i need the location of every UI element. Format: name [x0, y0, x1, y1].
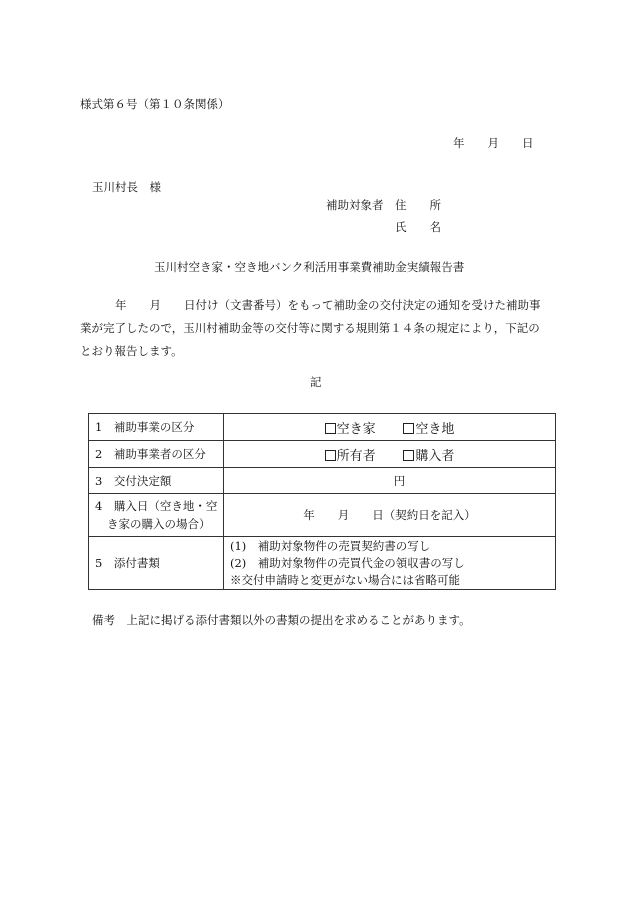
remark: 備考 上記に掲げる添付書類以外の書類の提出を求めることがあります。 — [92, 613, 471, 627]
checkbox-icon[interactable] — [325, 423, 336, 434]
option-akichi[interactable]: 空き地 — [403, 418, 454, 437]
applicant-type-options — [224, 441, 556, 468]
option-purchaser[interactable]: 購入者 — [403, 445, 454, 464]
applicant-label: 補助対象者 — [326, 198, 384, 212]
row-label: 3 交付決定額 — [89, 468, 224, 494]
attachments-list — [224, 537, 556, 590]
body-line: とおり報告します。 — [80, 344, 183, 358]
row-label: 4 購入日（空き地・空 き家の購入の場合） — [89, 494, 224, 537]
report-table — [88, 413, 556, 590]
checkbox-icon[interactable] — [403, 450, 414, 461]
list-item: (2) 補助対象物件の売買代金の領収書の写し — [230, 555, 465, 570]
body-paragraph — [80, 294, 550, 363]
table-row — [89, 441, 556, 468]
checkbox-icon[interactable] — [325, 450, 336, 461]
form-number: 様式第６号（第１０条関係） — [80, 97, 230, 111]
yen-unit: 円 — [393, 473, 406, 488]
table-row — [89, 537, 556, 590]
date-line: 年 月 日 — [453, 136, 534, 150]
list-item: (1) 補助対象物件の売買契約書の写し — [230, 538, 431, 553]
option-akiya[interactable]: 空き家 — [325, 418, 376, 437]
body-line: 業が完了したので，玉川村補助金等の交付等に関する規則第１４条の規定により，下記の — [80, 321, 540, 335]
table-row — [89, 414, 556, 441]
purchase-date-cell[interactable]: 年 月 日（契約日を記入） — [224, 494, 556, 537]
name-label: 氏 名 — [395, 220, 441, 234]
address-label: 住 所 — [395, 198, 441, 212]
subsidy-type-options — [224, 414, 556, 441]
row-label: 5 添付書類 — [89, 537, 224, 590]
checkbox-icon[interactable] — [403, 423, 414, 434]
decision-amount-cell[interactable] — [224, 468, 556, 494]
document-title: 玉川村空き家・空き地バンク利活用事業費補助金実績報告書 — [154, 260, 465, 274]
addressee: 玉川村長 様 — [92, 180, 161, 194]
row-label: 1 補助事業の区分 — [89, 414, 224, 441]
option-owner[interactable]: 所有者 — [325, 445, 376, 464]
list-item: ※交付申請時と変更がない場合には省略可能 — [230, 572, 460, 587]
table-row — [89, 468, 556, 494]
ki-heading: 記 — [310, 375, 322, 389]
row-label: 2 補助事業者の区分 — [89, 441, 224, 468]
body-line: 年 月 日付け（文書番号）をもって補助金の交付決定の通知を受けた補助事 — [115, 298, 541, 312]
table-row — [89, 494, 556, 537]
